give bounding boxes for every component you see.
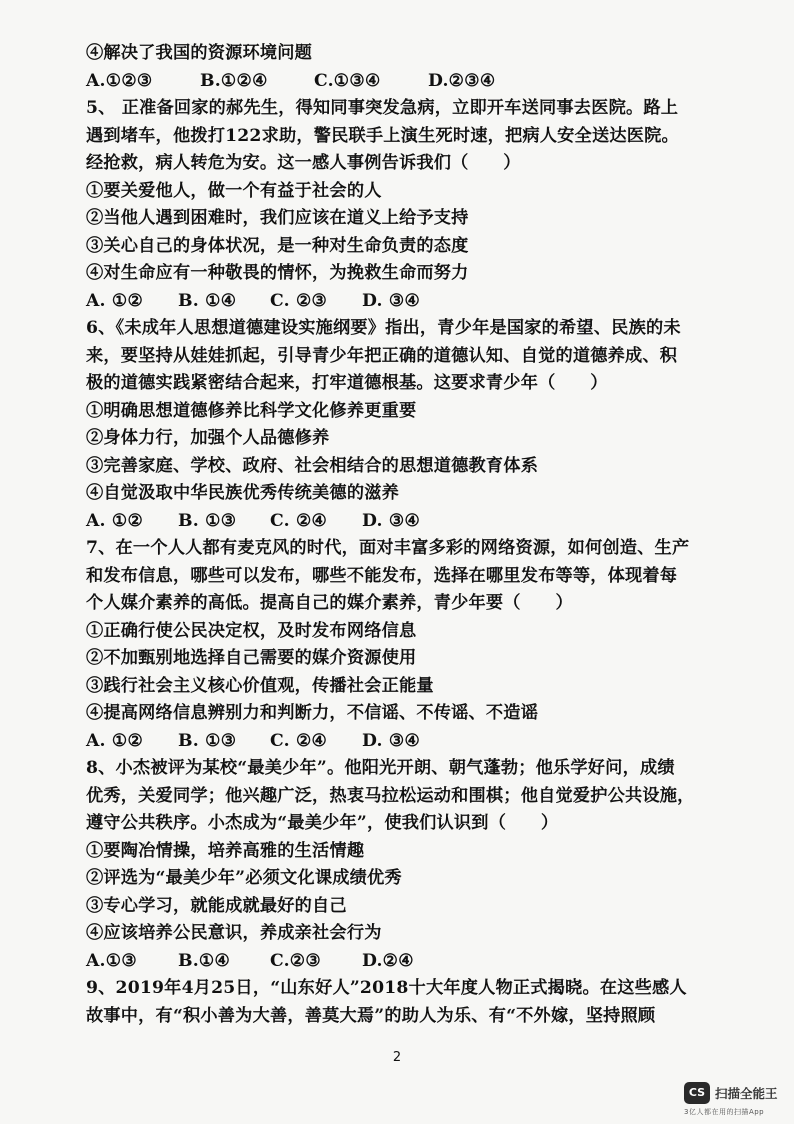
- choice-a: A.①③: [86, 950, 137, 971]
- question-6-stem: 极的道德实践紧密结合起来，打牢道德根基。这要求青少年（ ）: [86, 373, 608, 393]
- choice-c: C. ②③: [270, 290, 328, 311]
- question-7-item: ③践行社会主义核心价值观，传播社会正能量: [86, 675, 434, 696]
- watermark-title: 扫描全能王: [715, 1086, 778, 1101]
- choice-d: D. ③④: [362, 510, 421, 531]
- question-8-item: ④应该培养公民意识，养成亲社会行为: [86, 923, 382, 943]
- choice-c: C. ②④: [270, 510, 328, 531]
- camscanner-logo-icon: CS: [684, 1082, 710, 1104]
- question-5-stem: 5、 正准备回家的郝先生，得知同事突发急病，立即开车送同事去医院。路上: [86, 98, 679, 118]
- scanner-watermark: [684, 1082, 794, 1122]
- question-5-stem: 遇到堵车，他拨打122求助，警民联手上演生死时速，把病人安全送达医院。: [86, 125, 679, 146]
- question-6-stem: 来，要坚持从娃娃抓起，引导青少年把正确的道德认知、自觉的道德养成、积: [86, 345, 678, 366]
- question-9-stem: 9、2019年4月25日，“山东好人”2018十大年度人物正式揭晓。在这些感人: [86, 978, 687, 998]
- question-7-item: ①正确行使公民决定权，及时发布网络信息: [86, 620, 417, 641]
- choice-d: D. ③④: [362, 290, 421, 311]
- question-7-item: ④提高网络信息辨别力和判断力，不信谣、不传谣、不造谣: [86, 703, 539, 723]
- question-9-stem: 故事中，有“积小善为大善，善莫大焉”的助人为乐、有“不外嫁，坚持照顾: [86, 1005, 656, 1026]
- question-5-choices: [86, 288, 726, 316]
- watermark-subtitle: 3亿人都在用的扫描App: [684, 1108, 765, 1116]
- question-6-item: ③完善家庭、学校、政府、社会相结合的思想道德教育体系: [86, 455, 539, 476]
- question-content: [86, 40, 726, 1030]
- question-5-stem: 经抢救，病人转危为安。这一感人事例告诉我们（ ）: [86, 153, 521, 173]
- question-7-stem: 个人媒介素养的高低。提高自己的媒介素养，青少年要（ ）: [86, 593, 573, 613]
- choice-b: B.①②④: [200, 70, 268, 91]
- question-4-choices: [86, 68, 726, 96]
- choice-a: A.①②③: [86, 70, 153, 91]
- choice-a: A. ①②: [86, 510, 144, 531]
- choice-b: B. ①④: [178, 290, 237, 311]
- question-5-item: ④对生命应有一种敬畏的情怀，为挽救生命而努力: [86, 263, 469, 283]
- choice-b: B. ①③: [178, 510, 237, 531]
- question-7-choices: [86, 728, 726, 756]
- choice-d: D.②④: [362, 950, 414, 971]
- choice-b: B. ①③: [178, 730, 237, 751]
- choice-a: A. ①②: [86, 730, 144, 751]
- question-7-stem: 7、在一个人人都有麦克风的时代，面对丰富多彩的网络资源，如何创造、生产: [86, 538, 690, 558]
- question-8-item: ①要陶冶情操，培养高雅的生活情趣: [86, 840, 365, 861]
- choice-b: B.①④: [178, 950, 231, 971]
- choice-d: D. ③④: [362, 730, 421, 751]
- question-6-item: ①明确思想道德修养比科学文化修养更重要: [86, 400, 417, 421]
- question-8-item: ③专心学习，就能成就最好的自己: [86, 895, 347, 916]
- choice-c: C.①③④: [314, 70, 381, 91]
- question-8-stem: 遵守公共秩序。小杰成为“最美少年”，使我们认识到（ ）: [86, 813, 559, 833]
- question-5-item: ③关心自己的身体状况，是一种对生命负责的态度: [86, 235, 469, 256]
- question-4-option-item: ④解决了我国的资源环境问题: [86, 43, 313, 63]
- page-number: 2: [392, 1050, 402, 1065]
- question-6-choices: [86, 508, 726, 536]
- question-5-item: ①要关爱他人，做一个有益于社会的人: [86, 180, 382, 201]
- question-8-choices: [86, 948, 726, 976]
- question-6-item: ②身体力行，加强个人品德修养: [86, 428, 330, 448]
- choice-d: D.②③④: [428, 70, 496, 91]
- question-5-item: ②当他人遇到困难时，我们应该在道义上给予支持: [86, 208, 469, 228]
- question-7-stem: 和发布信息，哪些可以发布，哪些不能发布，选择在哪里发布等等，体现着每: [86, 565, 678, 586]
- question-8-stem: 8、小杰被评为某校“最美少年”。他阳光开朗、朝气蓬勃；他乐学好问，成绩: [86, 758, 675, 778]
- choice-c: C. ②④: [270, 730, 328, 751]
- choice-a: A. ①②: [86, 290, 144, 311]
- question-8-item: ②评选为“最美少年”必须文化课成绩优秀: [86, 868, 402, 888]
- question-6-stem: 6、《未成年人思想道德建设实施纲要》指出，青少年是国家的希望、民族的未: [86, 318, 681, 338]
- choice-c: C.②③: [270, 950, 321, 971]
- question-8-stem: 优秀，关爱同学；他兴趣广泛，热衷马拉松运动和围棋；他自觉爱护公共设施，: [86, 785, 695, 806]
- question-7-item: ②不加甄别地选择自己需要的媒介资源使用: [86, 648, 417, 668]
- question-6-item: ④自觉汲取中华民族优秀传统美德的滋养: [86, 483, 399, 503]
